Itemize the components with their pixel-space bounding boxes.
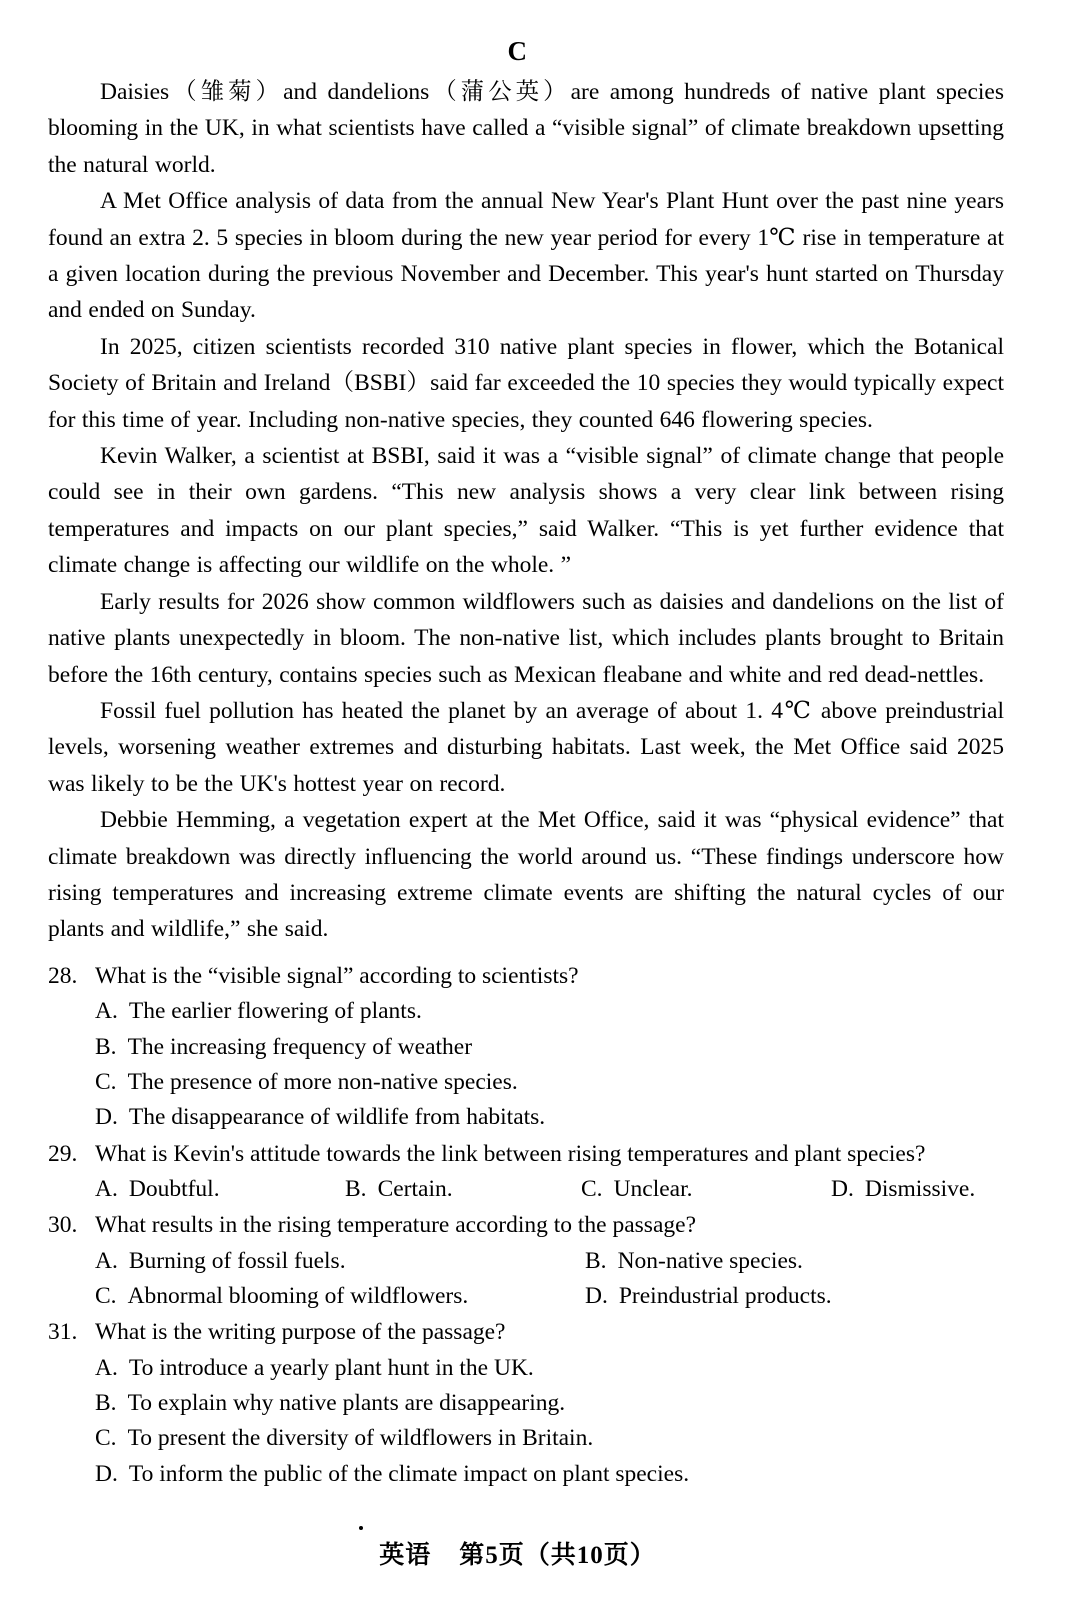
option-text: Doubtful. <box>128 1176 220 1202</box>
footer-total-prefix: （共 <box>524 1540 577 1569</box>
question-28 <box>48 958 1028 1136</box>
option-text: The increasing frequency of weather <box>127 1033 473 1060</box>
passage-paragraph: Debbie Hemming, a vegetation expert at the Met Office, said it was “physical evidence” that climate breakdown was directly influencing the world around us. “These findings underscore how rising temperatures and increasing extreme climate events are shifting the natural cycles of our plants and wildlife,” she said. <box>48 807 1004 943</box>
option-b[interactable] <box>95 1030 472 1065</box>
passage-paragraph: In 2025, citizen scientists recorded 310 native plant species in flower, which the Botanical Society of Britain and Ireland（BSBI）said far exceeded the 10 species they would typically expect for this time of year. Including non-native species, they counted 646 flowering species. <box>48 333 1004 433</box>
question-31 <box>48 1314 1028 1492</box>
option-text: The earlier flowering of plants. <box>128 998 422 1025</box>
question-30 <box>48 1207 1028 1314</box>
passage-paragraph: Kevin Walker, a scientist at BSBI, said it was a “visible signal” of climate change that people could see in their own gardens. “This new analysis shows a very clear link between rising temperatures and impacts on our plant species,” said Walker. “This is yet further evidence that climate change is affecting our wildlife on the whole. ” <box>48 443 1004 579</box>
option-letter: C. <box>95 1425 117 1452</box>
option-text: To present the diversity of wildflowers in Britain. <box>127 1425 594 1452</box>
option-row <box>48 1457 1028 1492</box>
question-stem: What is the writing purpose of the passage? <box>95 1319 506 1346</box>
option-d[interactable] <box>95 1457 689 1492</box>
option-text: Dismissive. <box>864 1176 976 1202</box>
passage-paragraph: A Met Office analysis of data from the annual New Year's Plant Hunt over the past nine years found an extra 2. 5 species in bloom during the new year period for every 1℃ rise in temperature at a given location during the previous November and December. This year's hunt started on Thursday and ended on Sunday. <box>48 188 1004 324</box>
option-letter: A. <box>95 998 118 1025</box>
option-letter: C. <box>95 1283 117 1309</box>
option-b[interactable] <box>585 1244 803 1279</box>
section-letter-heading: C <box>507 36 528 66</box>
option-text: To inform the public of the climate impact on plant species. <box>128 1460 690 1487</box>
option-text: The disappearance of wildlife from habitats. <box>128 1104 546 1131</box>
option-text: To introduce a yearly plant hunt in the UK. <box>128 1354 534 1381</box>
question-number: 31. <box>48 1319 78 1346</box>
option-row <box>48 1172 1028 1207</box>
question-stem-row <box>48 1314 1028 1350</box>
option-d[interactable] <box>831 1172 975 1207</box>
option-letter: D. <box>585 1283 608 1309</box>
option-a[interactable] <box>95 1244 585 1279</box>
option-text: The presence of more non-native species. <box>127 1069 518 1095</box>
option-letter: A. <box>95 1176 118 1202</box>
page-footer <box>0 1540 1035 1571</box>
option-text: Non-native species. <box>617 1247 803 1274</box>
option-letter: B. <box>95 1033 117 1060</box>
option-letter: D. <box>831 1176 854 1202</box>
reading-passage <box>48 74 1004 948</box>
option-text: Preindustrial products. <box>618 1283 832 1309</box>
option-row <box>48 1065 1028 1100</box>
option-b[interactable] <box>95 1386 565 1421</box>
option-letter: B. <box>95 1390 117 1416</box>
footer-total-number: 10 <box>576 1542 604 1569</box>
option-c[interactable] <box>581 1172 831 1207</box>
footer-page-suffix: 页 <box>498 1540 525 1569</box>
option-letter: C. <box>95 1069 117 1095</box>
option-d[interactable] <box>95 1100 545 1135</box>
option-row <box>48 994 1028 1029</box>
option-row <box>48 1386 1028 1421</box>
option-letter: B. <box>345 1176 367 1202</box>
question-29 <box>48 1136 1028 1208</box>
option-letter: A. <box>95 1354 118 1381</box>
option-c[interactable] <box>95 1065 518 1100</box>
print-mark-dot <box>359 1526 363 1530</box>
footer-subject: 英语 <box>379 1540 432 1569</box>
option-row <box>48 1351 1028 1386</box>
option-row <box>48 1244 1028 1279</box>
questions-list <box>48 958 1028 1492</box>
option-letter: B. <box>585 1247 607 1274</box>
option-row <box>48 1421 1028 1456</box>
question-stem-row <box>48 1136 1028 1172</box>
option-text: Abnormal blooming of wildflowers. <box>127 1283 469 1309</box>
passage-paragraph: Fossil fuel pollution has heated the planet by an average of about 1. 4℃ above preindustrial levels, worsening weather extremes and disturbing habitats. Last week, the Met Office said 2025 was likely to be the UK's hottest year on record. <box>48 697 1004 797</box>
option-row <box>48 1279 1028 1314</box>
option-text: Unclear. <box>613 1176 693 1202</box>
footer-page-number: 5 <box>485 1542 499 1569</box>
option-letter: A. <box>95 1247 118 1274</box>
passage-paragraph: Early results for 2026 show common wildflowers such as daisies and dandelions on the list of native plants unexpectedly in bloom. The non-native list, which includes plants brought to Britain before the 16th century, contains species such as Mexican fleabane and white and red dead-nettles. <box>48 588 1004 688</box>
question-stem: What is the “visible signal” according to scientists? <box>95 963 579 989</box>
option-c[interactable] <box>95 1279 585 1314</box>
option-a[interactable] <box>95 994 422 1029</box>
option-a[interactable] <box>95 1172 345 1207</box>
option-text: Burning of fossil fuels. <box>128 1247 346 1274</box>
question-stem-row <box>48 1207 1028 1243</box>
passage-paragraph: Daisies（雏菊）and dandelions（蒲公英）are among hundreds of native plant species blooming in the UK, in what scientists have called a “visible signal” of climate breakdown upsetting the natural world. <box>48 79 1004 178</box>
question-number: 28. <box>48 963 78 989</box>
option-letter: D. <box>95 1460 118 1487</box>
option-text: To explain why native plants are disappearing. <box>127 1390 566 1416</box>
option-a[interactable] <box>95 1351 534 1386</box>
option-letter: C. <box>581 1176 603 1202</box>
option-c[interactable] <box>95 1421 593 1456</box>
option-letter: D. <box>95 1104 118 1131</box>
option-b[interactable] <box>345 1172 581 1207</box>
option-row <box>48 1030 1028 1065</box>
question-stem: What results in the rising temperature according to the passage? <box>95 1212 696 1239</box>
question-number: 30. <box>48 1212 78 1239</box>
footer-total-suffix: 页） <box>603 1540 656 1569</box>
option-text: Certain. <box>377 1176 453 1202</box>
question-stem: What is Kevin's attitude towards the link between rising temperatures and plant species? <box>95 1140 926 1167</box>
option-d[interactable] <box>585 1279 832 1314</box>
question-number: 29. <box>48 1140 78 1167</box>
option-row <box>48 1100 1028 1135</box>
footer-page-prefix: 第 <box>459 1540 486 1569</box>
question-stem-row <box>48 958 1028 994</box>
